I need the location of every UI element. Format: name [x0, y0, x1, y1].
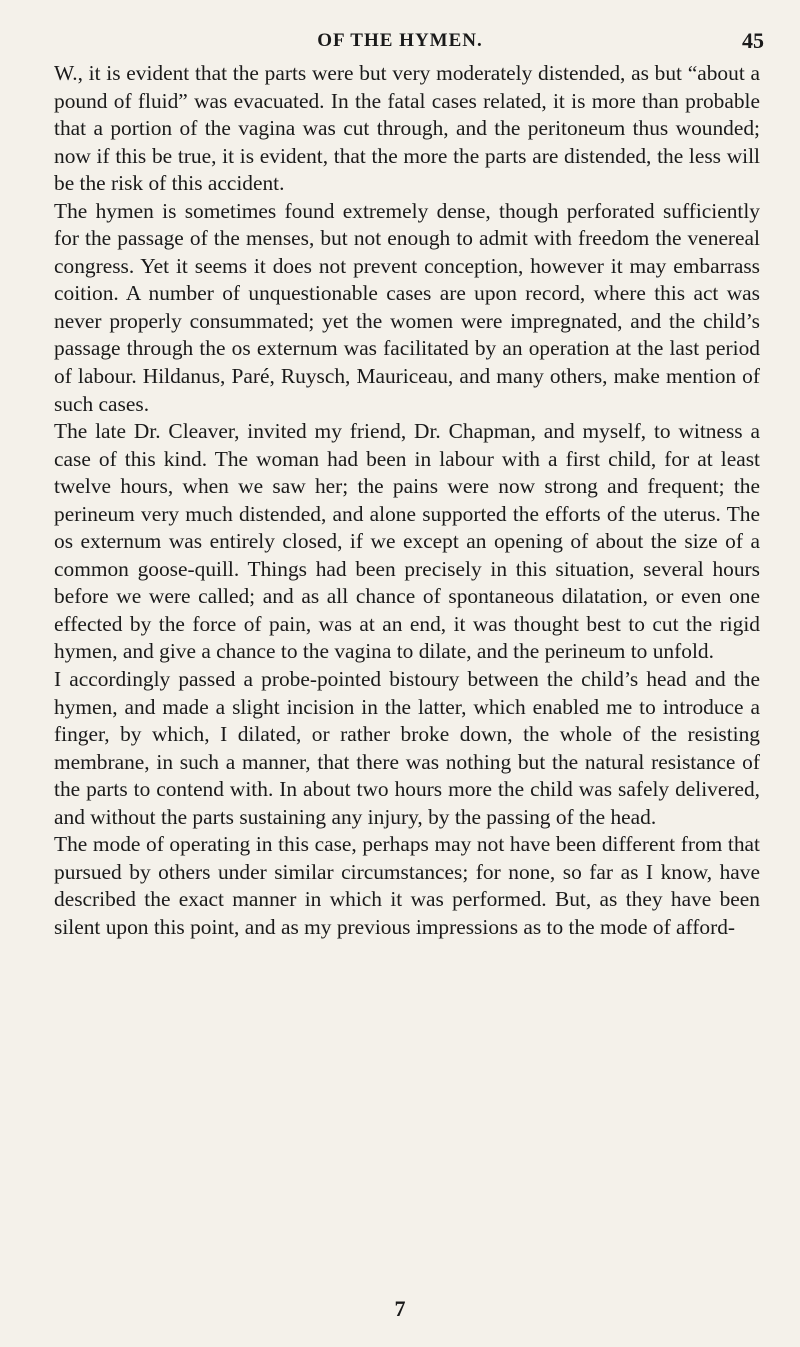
page-number: 45: [742, 28, 764, 53]
body-text: [54, 60, 760, 942]
paragraph: I accordingly passed a probe-pointed bistoury between the child’s head and the hymen, and made a slight incision in the latter, which enabled me to introduce a finger, by which, I dilated, or rather broke down, the whole of the resisting membrane, in such a manner, that there was nothing but the natural resistance of the parts to contend with. In about two hours more the child was safely delivered, and without the parts sustaining any injury, by the passing of the head.: [54, 667, 760, 829]
signature-mark: 7: [394, 1296, 406, 1321]
running-title: OF THE HYMEN.: [317, 30, 483, 51]
paragraph: W., it is evident that the parts were but very moderately distended, as but “about a pound of fluid” was evacuated. In the fatal cases related, it is more than probable that a portion of the vagina was cut through, and the peritoneum thus wounded; now if this be true, it is evident, that the more the parts are distended, the less will be the risk of this accident.: [54, 61, 760, 196]
paragraph: The late Dr. Cleaver, invited my friend, Dr. Chapman, and myself, to witness a case of this kind. The woman had been in labour with a first child, for at least twelve hours, when we saw her; the pains were now strong and frequent; the perineum very much distended, and alone supported the efforts of the uterus. The os externum was entirely closed, if we except an opening of about the size of a common goose-quill. Things had been precisely in this situation, several hours before we were called; and as all chance of spontaneous dilatation, or even one effected by the force of pain, was at an end, it was thought best to cut the rigid hymen, and give a chance to the vagina to dilate, and the perineum to unfold.: [54, 419, 760, 664]
running-head: [0, 30, 800, 58]
paragraph: The mode of operating in this case, perhaps may not have been different from that pursued by others under similar circumstances; for none, so far as I know, have described the exact manner in which it was performed. But, as they have been silent upon this point, and as my previous impressions as to the mode of afford-: [54, 832, 760, 939]
paragraph: The hymen is sometimes found extremely dense, though perforated sufficiently for the passage of the menses, but not enough to admit with freedom the venereal congress. Yet it seems it does not prevent conception, however it may embarrass coition. A number of unquestionable cases are upon record, where this act was never properly consummated; yet the women were impregnated, and the child’s passage through the os externum was facilitated by an operation at the last period of labour. Hildanus, Paré, Ruysch, Mauriceau, and many others, make mention of such cases.: [54, 198, 760, 416]
